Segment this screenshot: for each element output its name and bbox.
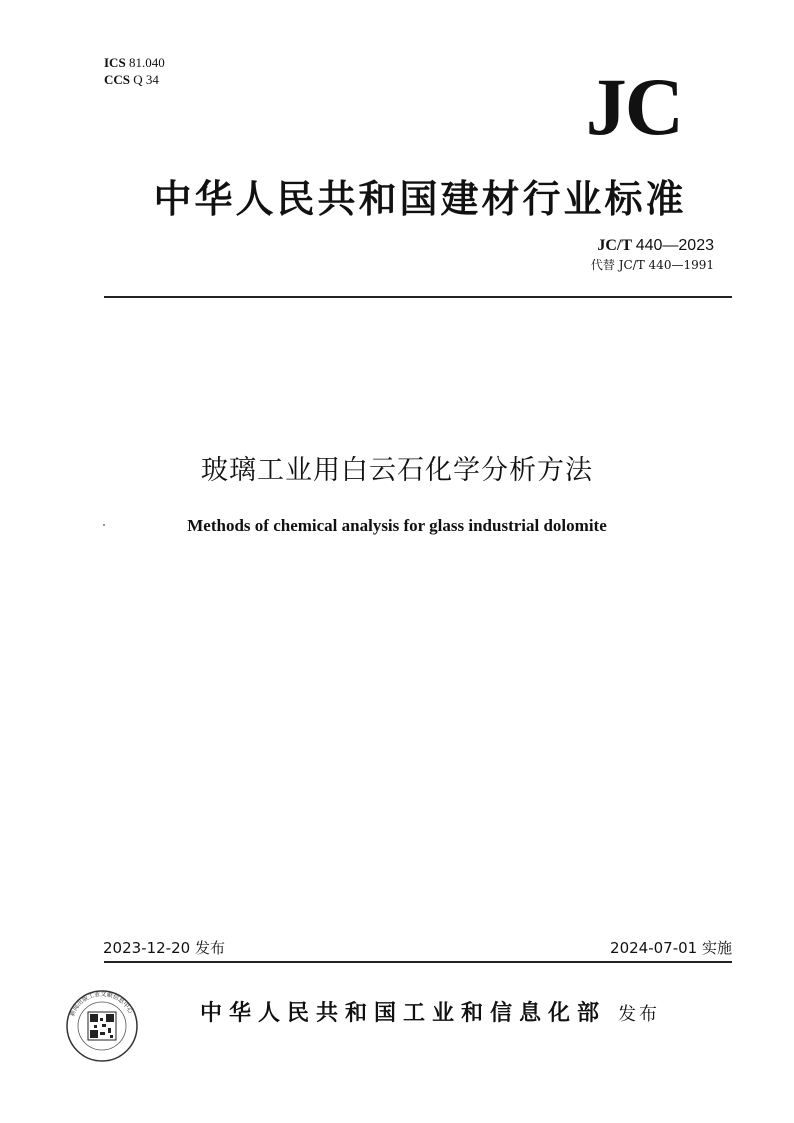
header-divider: [104, 296, 732, 298]
jc-logo: JC: [585, 61, 682, 152]
issuer-line: [200, 996, 660, 1027]
replaces-note: 代替 JC/T 440—1991: [590, 258, 714, 272]
standard-number-block: [591, 236, 714, 274]
ccs-label: CCS: [104, 72, 131, 87]
ics-line: [104, 54, 165, 71]
implement-date: 2024-07-01 实施: [610, 939, 732, 957]
ccs-line: [104, 71, 165, 88]
issuer-name: 中华人民共和国工业和信息化部: [200, 1000, 607, 1026]
document-title-zh: 玻璃工业用白云石化学分析方法: [201, 455, 593, 486]
document-title-en: Methods of chemical analysis for glass industrial dolomite: [187, 516, 607, 535]
standard-code: 440—2023: [635, 237, 714, 254]
issuer-action: 发布: [618, 1004, 661, 1025]
ccs-value: Q 34: [133, 72, 159, 87]
issue-date: 2023-12-20 发布: [103, 939, 225, 957]
footer-divider: [104, 961, 732, 963]
ics-value: 81.040: [128, 55, 165, 70]
qr-stamp-icon: [64, 988, 140, 1064]
classification-codes: [104, 54, 165, 88]
standard-prefix: JC/T: [597, 237, 632, 254]
ics-label: ICS: [104, 55, 126, 70]
standard-number: [591, 236, 714, 256]
organization-title: 中华人民共和国建材行业标准: [153, 176, 687, 221]
seal-ring-text: 新闻出版工业文献信息中心: [68, 990, 134, 1018]
